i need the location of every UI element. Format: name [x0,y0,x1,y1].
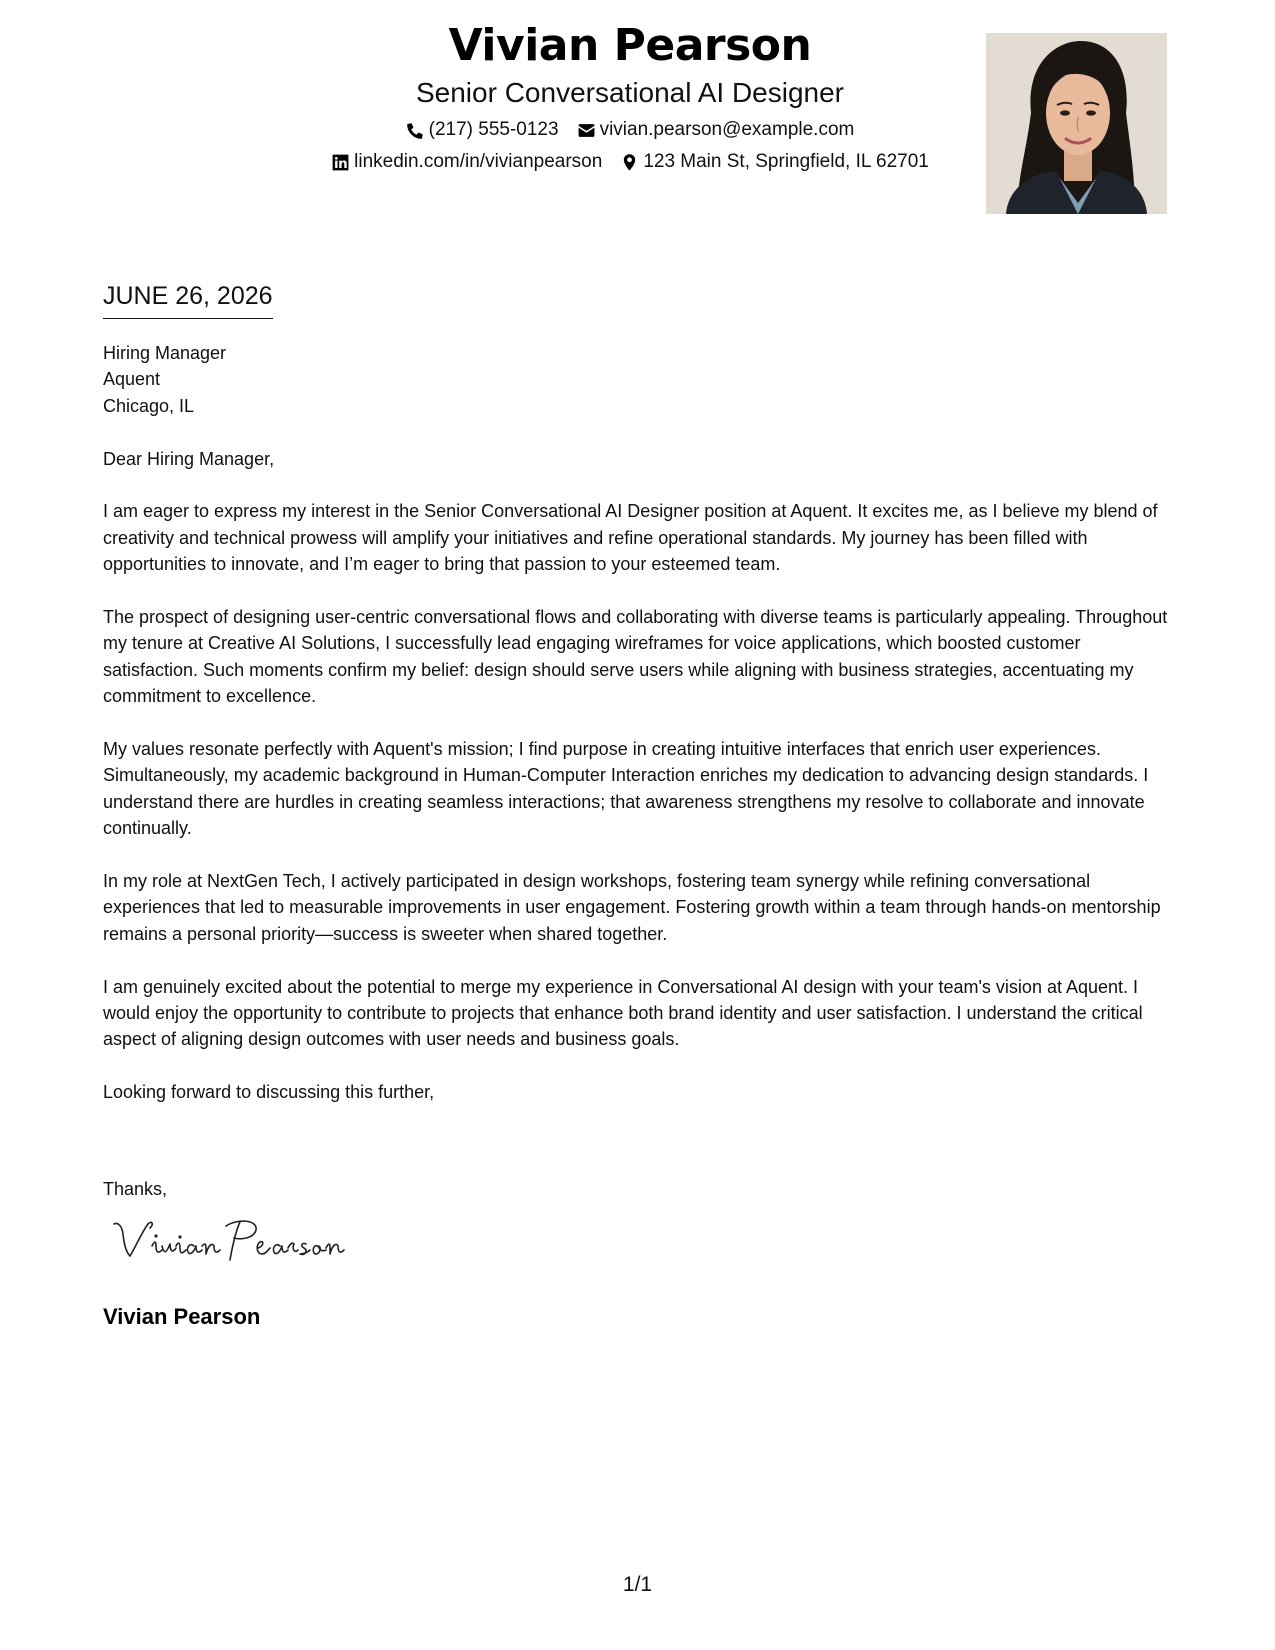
letter-header [260,20,1000,174]
recipient-line: Chicago, IL [103,395,195,416]
body-paragraph: I am eager to express my interest in the Senior Conversational AI Designer position at Aquent. It excites me, as I believe my blend of creativity and technical prowess will amplify your initiatives and refine operational standards. My journey has been filled with opportunities to innovate, and I’m eager to bring that passion to your esteemed team. [103,501,1158,575]
map-pin-icon [620,153,639,172]
page-number: 1/1 [622,1573,653,1596]
body-paragraph: I am genuinely excited about the potential to merge my experience in Conversational AI design with your team's vision at Aquent. I would enjoy the opportunity to contribute to projects that enhance both brand identity and user satisfaction. I understand the critical aspect of aligning design outcomes with user needs and business goals. [103,976,1143,1050]
linkedin-icon [331,153,350,172]
handwritten-signature [108,1212,368,1272]
recipient-line: Hiring Manager [103,343,227,363]
profile-photo-illustration [986,33,1167,214]
address-contact [620,150,929,174]
address-text: 123 Main St, Springfield, IL 62701 [643,151,929,172]
body-paragraph: My values resonate perfectly with Aquent's mission; I find purpose in creating intuitive interfaces that enrich user experiences. Simultaneously, my academic background in Human-Computer Interaction enriches my dedication to advancing design standards. I understand there are hurdles in creating seamless interactions; that awareness strengthens my resolve to collaborate and innovate continually. [103,739,1149,839]
contact-line-2 [260,150,1000,174]
spacer [103,1132,1178,1176]
email-contact[interactable] [577,118,855,142]
body-paragraph: In my role at NextGen Tech, I actively participated in design workshops, fostering team synergy while refining conversational experiences that led to measurable improvements in user engagement. Fostering growth within a team through hands-on mentorship remains a personal priority—success is sweeter when shared together. [103,871,1161,944]
phone-text: (217) 555-0123 [428,119,559,140]
profile-photo [986,33,1167,214]
signed-name: Vivian Pearson [103,1304,261,1329]
envelope-icon [577,121,596,140]
contact-line-1 [260,118,1000,142]
signature-drawing [108,1212,368,1272]
salutation: Dear Hiring Manager, [103,448,275,469]
body-paragraph: The prospect of designing user-centric conversational flows and collaborating with diverse teams is particularly appealing. Throughout my tenure at Creative AI Solutions, I successfully lead engaging wireframes for voice applications, which boosted customer satisfaction. Such moments confirm my belief: design should serve users while aligning with business strategies, accentuating my commitment to excellence. [103,607,1168,707]
letter-date: JUNE 26, 2026 [103,280,273,319]
email-text[interactable]: vivian.pearson@example.com [599,119,855,140]
sign-off: Thanks, [103,1179,168,1200]
linkedin-contact[interactable] [331,150,602,174]
linkedin-text[interactable]: linkedin.com/in/vivianpearson [354,151,603,172]
applicant-name: Vivian Pearson [448,20,812,71]
phone-contact [406,118,559,142]
phone-icon [406,121,425,140]
closing-line: Looking forward to discussing this further, [103,1082,435,1103]
letter-body [103,340,1178,1229]
applicant-title: Senior Conversational AI Designer [415,77,844,108]
recipient-line: Aquent [103,369,161,390]
recipient-block [103,340,1178,419]
